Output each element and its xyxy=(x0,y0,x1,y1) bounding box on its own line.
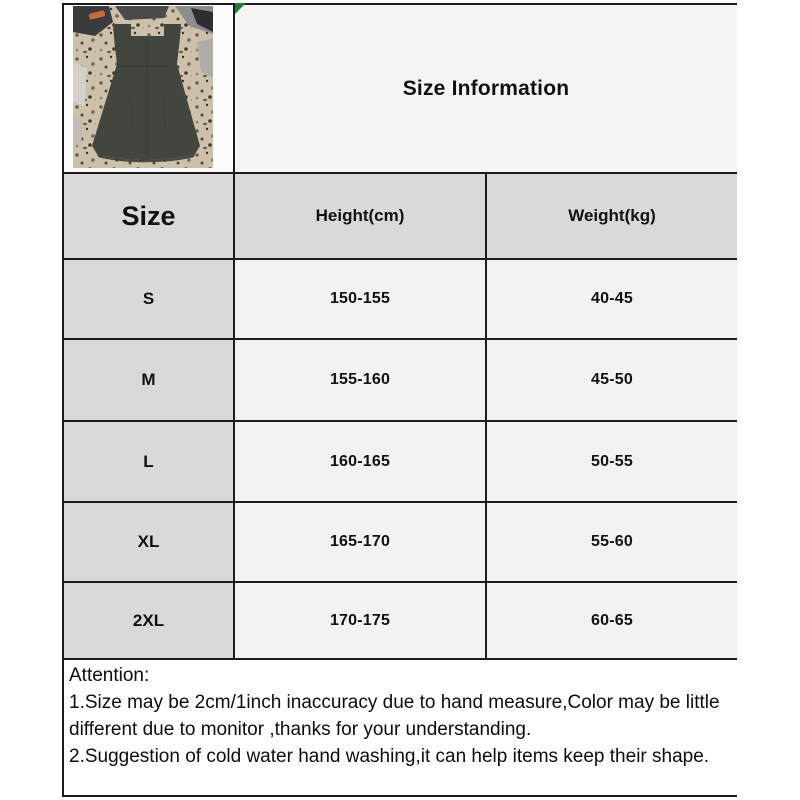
size-cell-l: L xyxy=(64,422,233,501)
column-header-size: Size xyxy=(64,174,233,258)
height-cell-m: 155-160 xyxy=(235,340,485,420)
weight-cell-m: 45-50 xyxy=(487,340,737,420)
attention-note-2: 2.Suggestion of cold water hand washing,it can help items keep their shape. xyxy=(69,746,710,767)
weight-cell-2xl: 60-65 xyxy=(487,583,737,658)
attention-heading: Attention: xyxy=(69,665,150,686)
column-header-weight: Weight(kg) xyxy=(487,174,737,258)
weight-cell-l: 50-55 xyxy=(487,422,737,501)
column-header-height: Height(cm) xyxy=(235,174,485,258)
size-cell-xl: XL xyxy=(64,503,233,581)
height-cell-s: 150-155 xyxy=(235,260,485,338)
height-cell-l: 160-165 xyxy=(235,422,485,501)
size-cell-s: S xyxy=(64,260,233,338)
page-title: Size Information xyxy=(402,76,570,100)
size-cell-2xl: 2XL xyxy=(64,583,233,658)
size-cell-m: M xyxy=(64,340,233,420)
corner-marker-icon xyxy=(235,3,246,14)
size-chart-sheet xyxy=(62,3,737,797)
title-cell xyxy=(235,5,737,172)
weight-cell-s: 40-45 xyxy=(487,260,737,338)
height-cell-xl: 165-170 xyxy=(235,503,485,581)
height-cell-2xl: 170-175 xyxy=(235,583,485,658)
weight-cell-xl: 55-60 xyxy=(487,503,737,581)
product-photo-cell xyxy=(64,5,233,172)
product-photo-image xyxy=(73,6,213,168)
attention-note-1: 1.Size may be 2cm/1inch inaccuracy due to hand measure,Color may be little different due to monitor ,thanks for your understanding. xyxy=(69,692,720,740)
attention-note xyxy=(64,660,737,795)
